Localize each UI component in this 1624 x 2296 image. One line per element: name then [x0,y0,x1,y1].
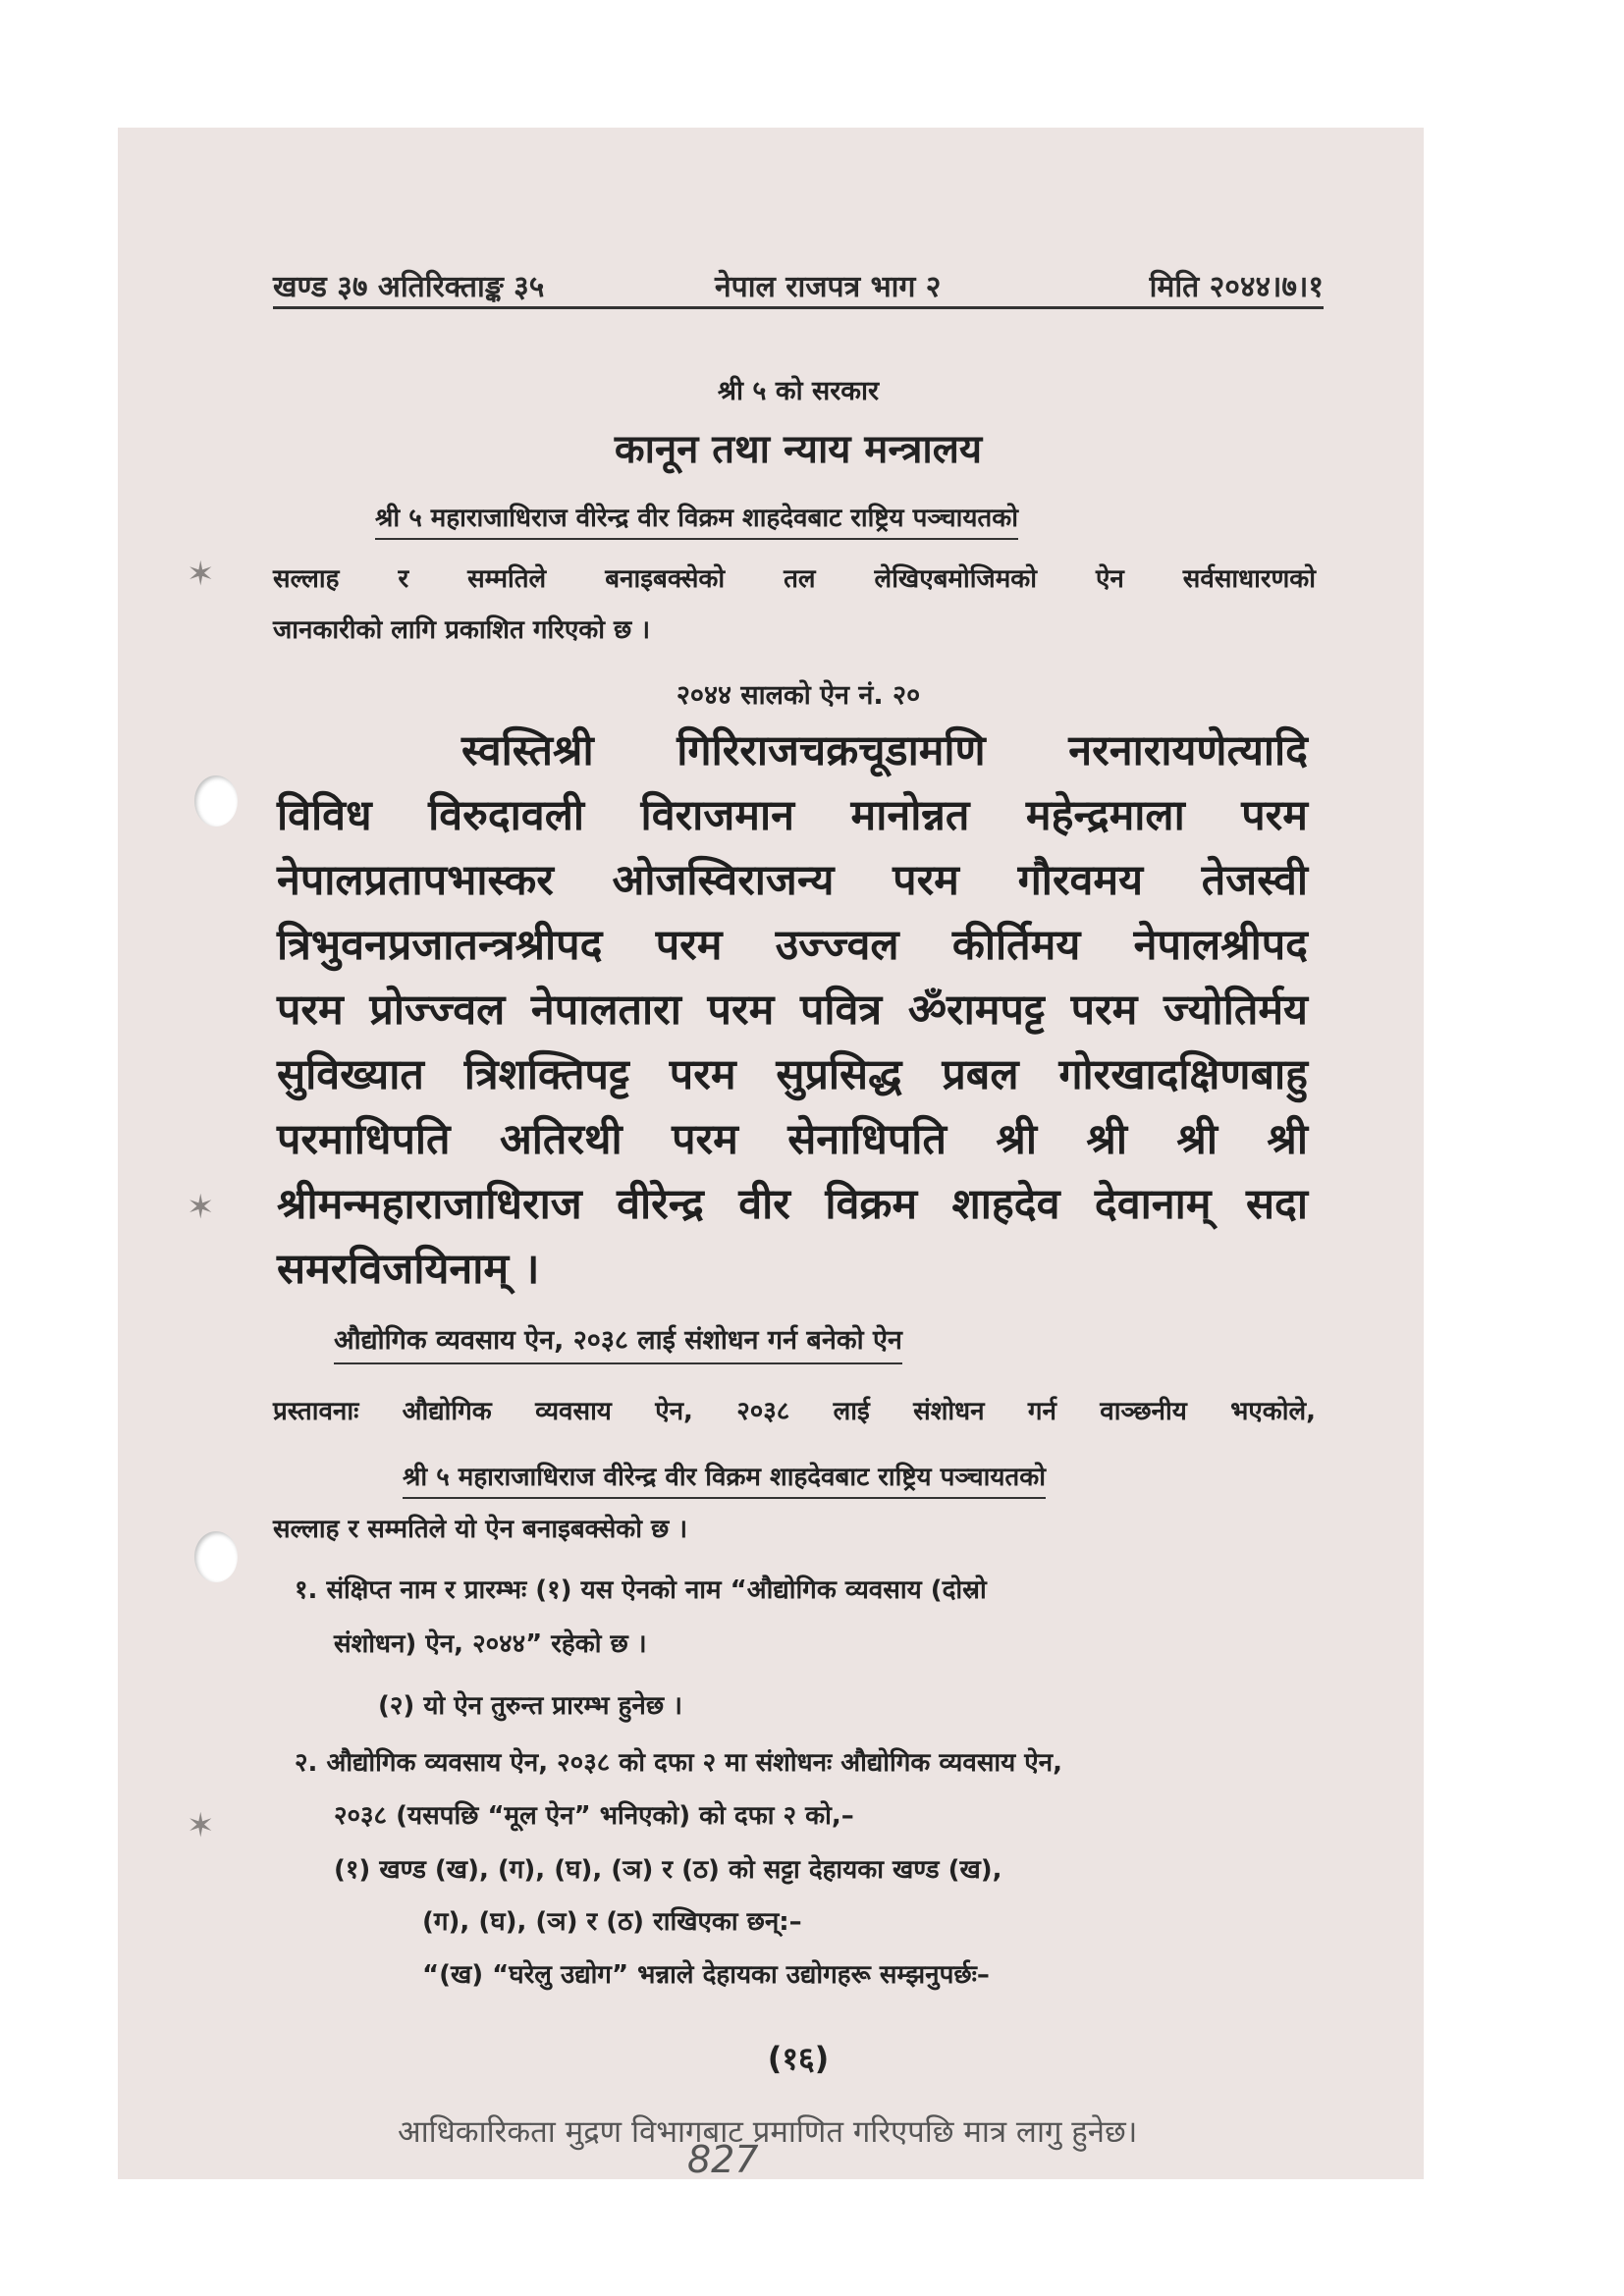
section-1-line: संशोधन) ऐन, २०४४” रहेको छ । [334,1629,647,1659]
royal-line: श्रीमन्महाराजाधिराज वीरेन्द्र वीर विक्रम शाहदेव देवानाम् सदा [277,1180,1308,1229]
section-1-line: (२) यो ऐन तुरुन्त प्रारम्भ हुनेछ । [378,1691,682,1721]
punch-mark: ✶ [187,1806,215,1845]
gazette-title: नेपाल राजपत्र भाग २ [715,270,942,304]
punch-hole [194,775,238,827]
royal-line: त्रिभुवनप्रजातन्त्रश्रीपद परम उज्ज्वल कीर्तिमय नेपालश्रीपद [277,921,1308,970]
royal-line: परम प्रोज्ज्वल नेपालतारा परम पवित्र ॐरामपट्ट परम ज्योतिर्मय [277,986,1308,1035]
handwritten-number: 827 [687,2138,759,2181]
act-number: २०४४ सालको ऐन नं. २० [676,680,921,711]
royal-line: विविध विरुदावली विराजमान मानोन्नत महेन्द्रमाला परम [277,791,1308,840]
royal-line: स्वस्तिश्री गिरिराजचक्रचूडामणि नरनारायणेत्यादि [461,726,1308,775]
section-2-line: (ग), (घ), (ञ) र (ठ) राखिएका छन्:– [422,1907,802,1937]
section-2-line: २०३८ (यसपछि “मूल ऐन” भनिएको) को दफा २ को,– [334,1801,854,1831]
punch-mark: ✶ [187,555,215,594]
preamble-line: प्रस्तावनाः औद्योगिक व्यवसाय ऐन, २०३८ लाई संशोधन गर्न वाञ्छनीय भएकोले, [273,1397,1316,1426]
intro-line: जानकारीको लागि प्रकाशित गरिएको छ । [273,615,651,645]
intro-line: श्री ५ महाराजाधिराज वीरेन्द्र वीर विक्रम शाहदेवबाट राष्ट्रिय पञ्चायतको [375,499,1018,540]
royal-line: नेपालप्रतापभास्कर ओजस्विराजन्य परम गौरवमय तेजस्वी [277,856,1308,905]
royal-line: सुविख्यात त्रिशक्तिपट्ट परम सुप्रसिद्ध प्रबल गोरखादक्षिणबाहु [277,1050,1308,1099]
section-1-line: १. संक्षिप्त नाम र प्रारम्भः (१) यस ऐनको नाम “औद्योगिक व्यवसाय (दोस्रो [295,1575,987,1605]
page-number: (१६) [767,2040,830,2077]
authenticity-footer: आधिकारिकता मुद्रण विभागबाट प्रमाणित गरिएपछि मात्र लागु हुनेछ। [398,2114,1138,2150]
punch-mark: ✶ [187,1188,215,1227]
section-2-line: २. औद्योगिक व्यवसाय ऐन, २०३८ को दफा २ मा संशोधनः औद्योगिक व्यवसाय ऐन, [295,1748,1062,1778]
government-heading: श्री ५ को सरकार [717,376,880,406]
section-2-line: (१) खण्ड (ख), (ग), (घ), (ञ) र (ठ) को सट्टा देहायका खण्ड (ख), [334,1855,1002,1885]
act-title: औद्योगिक व्यवसाय ऐन, २०३८ लाई संशोधन गर्न बनेको ऐन [334,1320,902,1364]
preamble-line: श्री ५ महाराजाधिराज वीरेन्द्र वीर विक्रम शाहदेवबाट राष्ट्रिय पञ्चायतको [403,1458,1046,1499]
gazette-header [273,257,1324,309]
intro-line: सल्लाह र सम्मतिले बनाइबक्सेको तल लेखिएबमोजिमको ऐन सर्वसाधारणको [273,564,1316,594]
preamble-line: सल्लाह र सम्मतिले यो ऐन बनाइबक्सेको छ । [273,1515,688,1544]
date-label: मिति २०४४।७।१ [1149,270,1324,304]
ministry-heading: कानून तथा न्याय मन्त्रालय [614,427,983,472]
royal-line: समरविजयिनाम् । [277,1245,540,1294]
royal-line: परमाधिपति अतिरथी परम सेनाधिपति श्री श्री श्री श्री [277,1115,1308,1164]
section-2-line: “(ख) “घरेलु उद्योग” भन्नाले देहायका उद्योगहरू सम्झनुपर्छः– [422,1960,990,1990]
volume-label: खण्ड ३७ अतिरिक्ताङ्क ३५ [273,270,545,304]
punch-hole [194,1531,238,1582]
